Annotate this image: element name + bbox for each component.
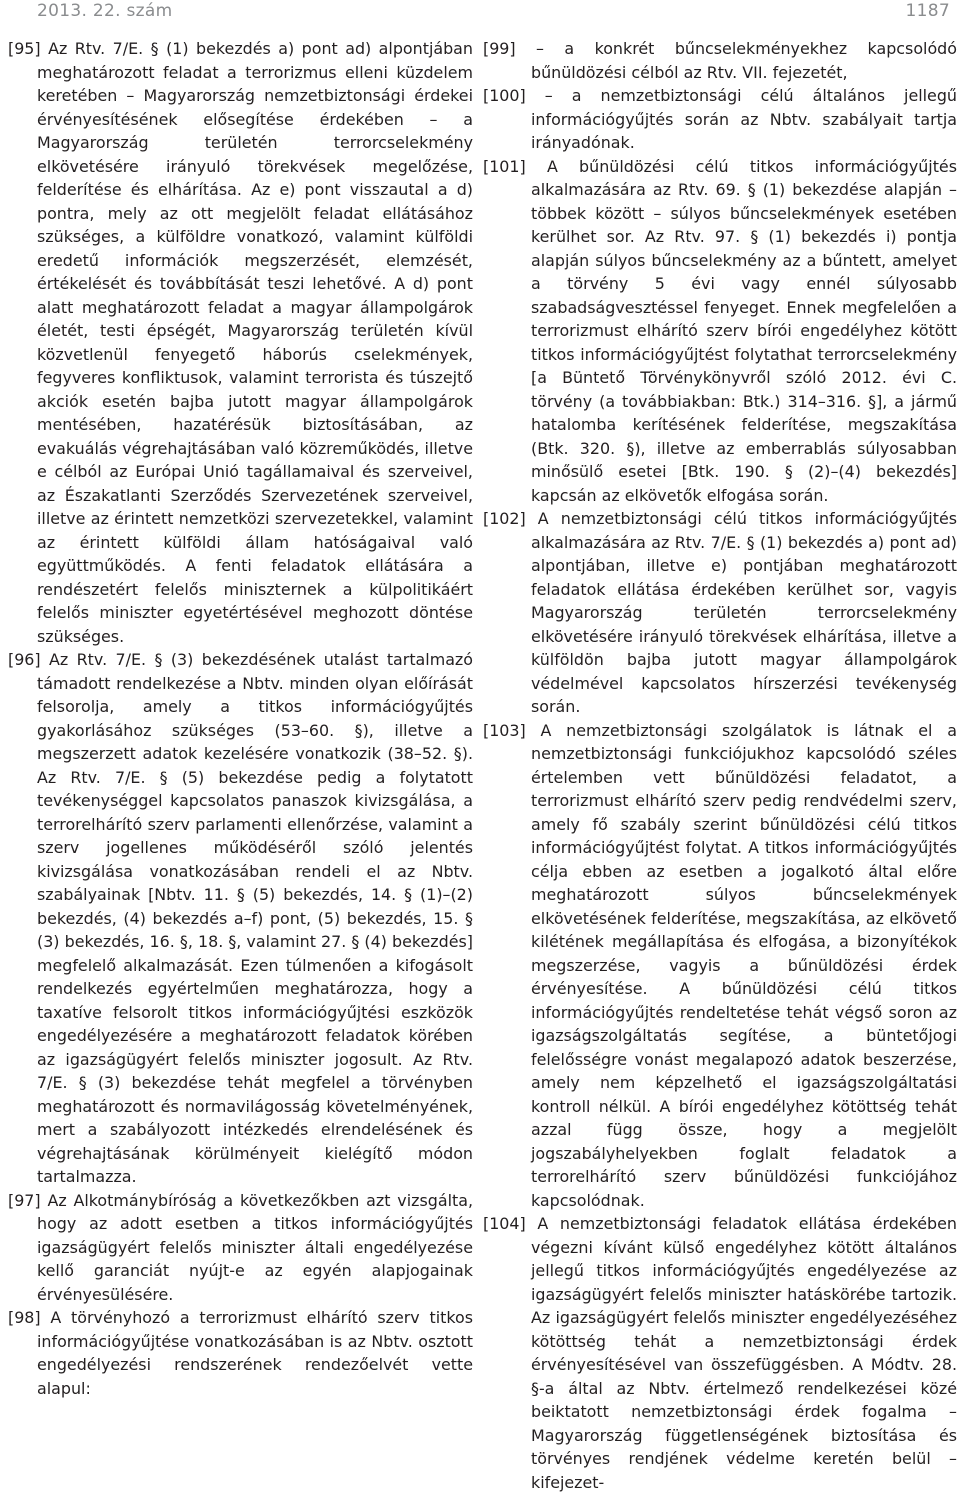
issue-label: 2013. 22. szám [37, 1, 173, 21]
paragraph-95: [95] Az Rtv. 7/E. § (1) bekezdés a) pont ad) alpontjában meghatározott feladat a terrorizmus elleni küzdelem keretében – Magyarország nemzetbiztonsági érdekei érvényesítésének elősegítése érdekében – a Magyarország területén terrorcselekmény elkövetésére irányuló törekvések megelőzése, felderítése és elhárítása. Az e) pont visszautal a d) pontra, mely az ott megjelölt feladat ellátásához szükséges, a külföldre vonatkozó, valamint külföldi eredetű információk megszerzését, elemzését, értékelését és továbbítását teszi lehetővé. A d) pont alatt meghatározott feladat a magyar állampolgárok életét, testi épségét, Magyarország területén kívül közvetlenül fenyegető háborús cselekmények, fegyveres konfliktusok, valamint terrorista és túszejtő akciók esetén bajba jutott magyar állampolgárok mentésében, hazatérésük biztosításában, az evakuálás végrehajtásában való közreműködés, illetve e célból az Európai Unió tagállamaival és szerveivel, az Északatlanti Szerződés Szervezetének szerveivel, illetve az érintett nemzetközi szervezetekkel, valamint az érintett külföldi állam hatóságaival való együttműködés. A fenti feladatok ellátására a rendészetért felelős miniszternek a külpolitikáért felelős miniszter egyetértésével meghozott döntése szükséges. [8, 39, 473, 646]
paragraph-97: [97] Az Alkotmánybíróság a következőkben azt vizsgálta, hogy az adott esetben a titkos információgyűjtés igazságügyért felelős miniszter általi engedélyezése kellő garanciát nyújt-e az egyén alapjogainak érvényesülésére. [8, 1190, 473, 1304]
left-column [8, 37, 473, 1400]
paragraph-100: [100] – a nemzetbiztonsági célú általános jellegű információgyűjtés során az Nbtv. szabályait tartja irányadónak. [483, 86, 957, 152]
paragraph-98: [98] A törvényhozó a terrorizmust elhárító szerv titkos információgyűjtése vonatkozásában is az Nbtv. osztott engedélyezési rendszerének rendezőelvét vette alapul: [8, 1308, 473, 1398]
paragraph-101: [101] A bűnüldözési célú titkos információgyűjtés alkalmazására az Rtv. 69. § (1) bekezdése alapján – többek között – súlyos bűncselekmények esetében kerülhet sor. Az Rtv. 97. § (1) bekezdés i) pontja alapján súlyos bűncselekmény az a bűntett, amelyet a törvény 5 évi vagy ennél súlyosabb szabadságvesztéssel fenyeget. Ennek megfelelően a terrorizmust elhárító szerv bírói engedélyhez kötött titkos információgyűjtést folytathat terrorcselekmény [a Büntető Törvénykönyvről szóló 2012. évi C. törvény (a továbbiakban: Btk.) 314–316. §], a jármű hatalomba kerítésének felderítése, megszakítása (Btk. 320. §), illetve az emberrablás súlyosabban minősülő esetei [Btk. 190. § (2)–(4) bekezdés] kapcsán az elkövetők elfogása során. [483, 156, 957, 505]
paragraph-96: [96] Az Rtv. 7/E. § (3) bekezdésének utalást tartalmazó támadott rendelkezése a Nbtv. minden olyan előírását felsorolja, amely a titkos információgyűjtés gyakorlásához szükséges (53–60. §), illetve a megszerzett adatok kezelésére vonatkozik (38–52. §). Az Rtv. 7/E. § (5) bekezdése pedig a folytatott tevékenységgel kapcsolatos panaszok kivizsgálása, a terrorelhárító szerv parlamenti ellenőrzése, valamint a szerv jogellenes működéséről szóló jelentés kivizsgálása vonatkozásában rendeli el az Nbtv. szabályainak [Nbtv. 11. § (5) bekezdés, 14. § (1)–(2) bekezdés, (4) bekezdés a–f) pont, (5) bekezdés, 15. § (3) bekezdés, 16. §, 18. §, valamint 27. § (4) bekezdés] megfelelő alkalmazását. Ezen túlmenően a kifogásolt rendelkezés egyértelműen meghatározza, hogy a taxatíve felsorolt titkos információgyűjtési eszközök engedélyezésére a meghatározott feladatok körében az igazságügyért felelős miniszter jogosult. Az Rtv. 7/E. § (3) bekezdése tehát megfelel a törvényben meghatározott és normavilágosság követelményének, mert a szabályozott intézkedés elrendelésének és végrehajtásának körülményeit kielégítő módon tartalmazza. [8, 650, 473, 1186]
page-header [0, 0, 960, 30]
right-column [483, 37, 957, 1494]
paragraph-99: [99] – a konkrét bűncselekményekhez kapcsolódó bűnüldözési célból az Rtv. VII. fejezetét, [483, 39, 957, 82]
paragraph-102: [102] A nemzetbiztonsági célú titkos információgyűjtés alkalmazására az Rtv. 7/E. § (1) bekezdés a) pont ad) alpontjában, illetve e) pontjában meghatározott feladatok ellátása érdekében kerülhet sor, vagyis Magyarország területén terrorcselekmény elkövetésére irányuló törekvések elhárítása, illetve a külföldön bajba jutott magyar állampolgárok védelmével kapcsolatos hírszerzési tevékenység során. [483, 509, 957, 716]
page-number: 1187 [905, 1, 950, 21]
paragraph-104: [104] A nemzetbiztonsági feladatok ellátása érdekében végezni kívánt külső engedélyhez kötött általános jellegű titkos információgyűjtés engedélyezése az igazságügyért felelős miniszter hatáskörébe tartozik. Az igazságügyért felelős miniszter engedélyezéséhez kötöttség tehát a nemzetbiztonsági érdek érvényesítésével van összefüggésben. A Módtv. 28. §-a által az Nbtv. értelmező rendelkezései közé beiktatott nemzetbiztonsági érdek fogalma – Magyarország függetlenségének biztosítása és törvényes rendjének védelme keretén belül – kifejezet- [483, 1214, 957, 1492]
paragraph-103: [103] A nemzetbiztonsági szolgálatok is látnak el a nemzetbiztonsági funkciójukhoz kapcsolódó széles értelemben vett bűnüldözési feladatot, a terrorizmust elhárító szerv pedig rendvédelmi szerv, amely fő szabály szerint bűnüldözési célú titkos információgyűjtést folytat. A titkos információgyűjtés célja ebben az esetben a jogalkotó által előre meghatározott súlyos bűncselekmények elkövetésének felderítése, megszakítása, az elkövető kilétének megállapítása és elfogása, a bizonyítékok megszerzése, vagyis a bűnüldözési érdek érvényesítése. A bűnüldözési célú titkos információgyűjtés rendeltetése tehát végső soron az igazságszolgáltatás segítése, a büntetőjogi felelősségre vonást megalapozó adatok beszerzése, amely nem képzelhető el igazságszolgáltatási kontroll nélkül. A bírói engedélyhez kötöttség tehát azzal függ össze, hogy a megjelölt jogszabályhelyekben foglalt feladatok a terrorelhárító szerv bűnüldözési funkciójához kapcsolódnak. [483, 720, 957, 1210]
